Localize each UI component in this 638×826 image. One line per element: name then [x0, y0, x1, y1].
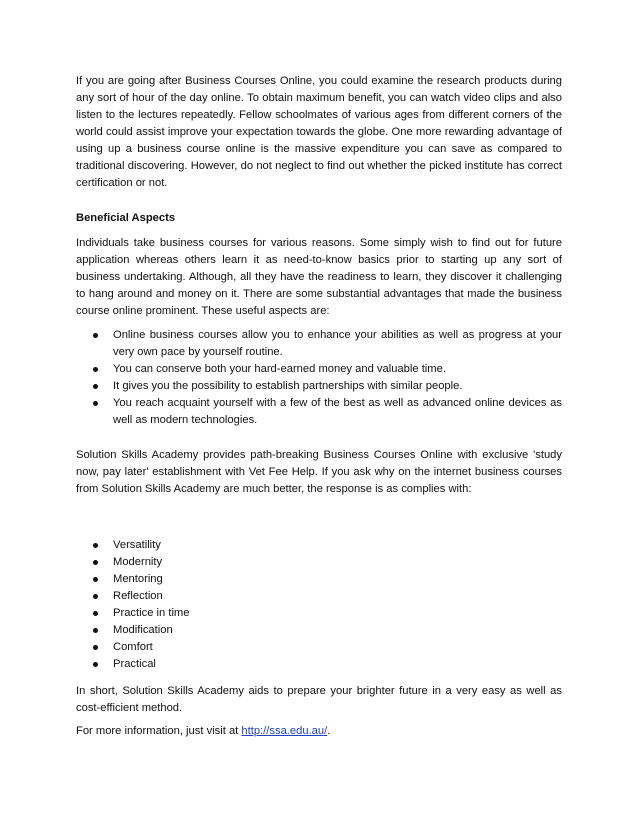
- bullet-icon: [93, 384, 98, 389]
- website-link[interactable]: http://ssa.edu.au/: [241, 725, 328, 737]
- list-item: It gives you the possibility to establish partnerships with similar people.: [76, 378, 562, 395]
- list-item: Practice in time: [76, 605, 562, 622]
- list-item: Online business courses allow you to enhance your abilities as well as progress at your very own pace by yourself routine.: [76, 327, 562, 361]
- list-item: You reach acquaint yourself with a few of the best as well as advanced online devices as well as modern technologies.: [76, 395, 562, 429]
- more-info-line: For more information, just visit at http://ssa.edu.au/.: [76, 725, 331, 737]
- bullet-icon: [93, 577, 98, 582]
- benefits-list: [76, 327, 562, 429]
- bullet-icon: [93, 333, 98, 338]
- summary-paragraph: In short, Solution Skills Academy aids to prepare your brighter future in a very easy as well as cost-efficient method.: [76, 685, 562, 714]
- bullet-icon: [93, 628, 98, 633]
- bullet-icon: [93, 662, 98, 667]
- features-list: [76, 537, 562, 673]
- bullet-icon: [93, 401, 98, 406]
- list-item: Reflection: [76, 588, 562, 605]
- list-item: Modernity: [76, 554, 562, 571]
- list-item: Comfort: [76, 639, 562, 656]
- list-item: You can conserve both your hard-earned money and valuable time.: [76, 361, 562, 378]
- bullet-icon: [93, 543, 98, 548]
- bullet-icon: [93, 645, 98, 650]
- intro-paragraph: If you are going after Business Courses Online, you could examine the research products during any sort of hour of the day online. To obtain maximum benefit, you can watch video clips and also listen to the lectures repeatedly. Fellow schoolmates of various ages from different corners of the world could assist improve your expectation towards the globe. One more rewarding advantage of using up a business course online is the massive expenditure you can save as compared to traditional discovering. However, do not neglect to find out whether the picked institute has correct certification or not.: [76, 75, 562, 189]
- list-item: Practical: [76, 656, 562, 673]
- list-item: Modification: [76, 622, 562, 639]
- bullet-icon: [93, 367, 98, 372]
- list-item: Versatility: [76, 537, 562, 554]
- list-item: Mentoring: [76, 571, 562, 588]
- section-heading: Beneficial Aspects: [76, 212, 176, 224]
- bullet-icon: [93, 594, 98, 599]
- section-paragraph: Individuals take business courses for various reasons. Some simply wish to find out for future application whereas others learn it as need-to-know basics prior to starting up any sort of business undertaking. Although, all they have the readiness to learn, they discover it challenging to hang around and money on it. There are some substantial advantages that made the business course online prominent. These useful aspects are:: [76, 237, 562, 317]
- academy-paragraph: Solution Skills Academy provides path-breaking Business Courses Online with exclusive 'study now, pay later' establishment with Vet Fee Help. If you ask why on the internet business courses from Solution Skills Academy are much better, the response is as complies with:: [76, 449, 562, 495]
- bullet-icon: [93, 560, 98, 565]
- bullet-icon: [93, 611, 98, 616]
